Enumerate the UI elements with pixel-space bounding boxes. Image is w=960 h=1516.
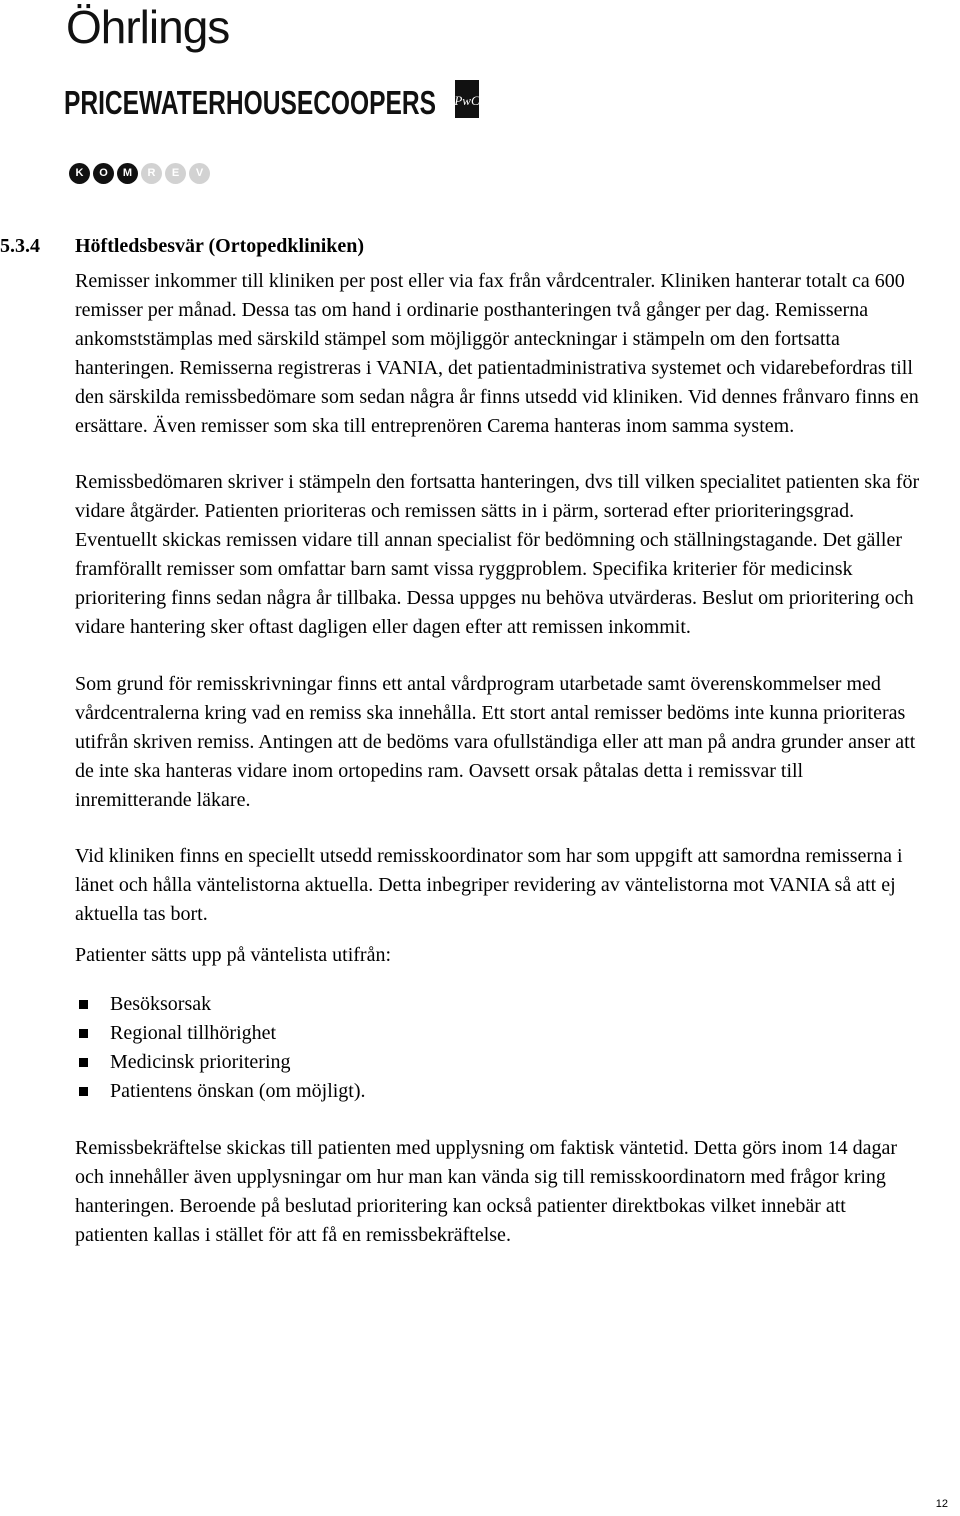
paragraph: Vid kliniken finns en speciellt utsedd remisskoordinator som har som uppgift att samordna remisserna i länet och hålla väntelistorna aktuella. Detta inbegriper revidering av väntelistorna mot VANIA så att ej aktuella tas bort. bbox=[75, 845, 903, 926]
komrev-logo bbox=[69, 163, 210, 185]
svg-text:PwC: PwC bbox=[454, 93, 480, 108]
paragraph: Remissbedömaren skriver i stämpeln den fortsatta hanteringen, dvs till vilken specialitet patienten ska för vidare åtgärder. Patienten prioriteras och remissen sätts in i pärm, sorterad efter prioriteringsgrad. Eventuellt skickas remissen vidare till annan specialist för bedömning och ställningstagande. Det gäller framförallt remisser som omfattar barn samt vissa ryggproblem. Specifika kriterier för medicinsk prioritering finns sedan några år tillbaka. Dessa uppges nu behöva utvärderas. Beslut om prioritering och vidare hantering sker oftast dagligen eller dagen efter att remissen inkommit. bbox=[75, 471, 920, 638]
page-header bbox=[62, 0, 482, 190]
section-heading bbox=[0, 232, 364, 260]
komrev-letter: O bbox=[93, 163, 114, 184]
bullet-square-icon bbox=[79, 1058, 88, 1067]
komrev-letter: V bbox=[189, 163, 210, 184]
komrev-letter: K bbox=[69, 163, 90, 184]
section-number: 5.3.4 bbox=[0, 235, 40, 257]
list-item bbox=[75, 1019, 923, 1048]
list-item bbox=[75, 1048, 923, 1077]
page-number: 12 bbox=[935, 1498, 948, 1510]
komrev-letter: E bbox=[165, 163, 186, 184]
komrev-letter: R bbox=[141, 163, 162, 184]
list-item-text: Regional tillhörighet bbox=[110, 1022, 277, 1045]
paragraph: Remissbekräftelse skickas till patienten med upplysning om faktisk väntetid. Detta görs inom 14 dagar och innehåller även upplysningar om hur man kan vända sig till remisskoordinatorn med frågor kring hanteringen. Beroende på beslutad prioritering kan också patienter direktbokas vilket innebär att patienten kallas i stället för att få en remissbekräftelse. bbox=[75, 1137, 898, 1246]
list-item bbox=[75, 990, 923, 1019]
list-item bbox=[75, 1077, 923, 1106]
bullet-square-icon bbox=[79, 1000, 88, 1009]
ohrlings-logo: Öhrlings bbox=[66, 1, 230, 53]
komrev-letter: M bbox=[117, 163, 138, 184]
list-item-text: Patientens önskan (om möjligt). bbox=[110, 1080, 366, 1103]
list-item-text: Besöksorsak bbox=[110, 993, 212, 1016]
paragraph: Som grund för remisskrivningar finns ett antal vårdprogram utarbetade samt överenskommelser med vårdcentralerna kring vad en remiss ska innehålla. Ett stort antal remisser bedöms inte kunna prioriteras utifrån skriven remiss. Antingen att de bedöms vara ofullständiga eller att man på andra grunder anser att de inte ska hanteras vidare inom ortopedins ram. Oavsett orsak påtalas detta i remissvar till inremitterande läkare. bbox=[75, 672, 916, 811]
section-title: Höftledsbesvär (Ortopedkliniken) bbox=[75, 235, 365, 257]
document-body bbox=[75, 267, 923, 1250]
svg-text:PRICEWATERHOUSECOOPERS: PRICEWATERHOUSECOOPERS bbox=[64, 84, 436, 121]
paragraph: Patienter sätts upp på väntelista utifrån: bbox=[75, 944, 392, 967]
pricewaterhousecoopers-logo bbox=[62, 74, 482, 124]
paragraph: Remisser inkommer till kliniken per post eller via fax från vårdcentraler. Kliniken hanterar totalt ca 600 remisser per månad. Dessa tas om hand i ordinarie posthanteringen två gånger per dag. Remisserna ankomststämplas med särskild stämpel som möjliggör anteckningar i stämpeln om den fortsatta hanteringen. Remisserna registreras i VANIA, det patientadministrativa systemet och vidarebefordras till den särskilda remissbedömare som sedan några år finns utsedd vid kliniken. Vid dennes frånvaro finns en ersättare. Även remisser som ska till entreprenören Carema hanteras inom samma system. bbox=[75, 270, 919, 437]
bullet-square-icon bbox=[79, 1029, 88, 1038]
list-item-text: Medicinsk prioritering bbox=[110, 1051, 291, 1074]
bullet-square-icon bbox=[79, 1087, 88, 1096]
criteria-list bbox=[75, 990, 923, 1106]
